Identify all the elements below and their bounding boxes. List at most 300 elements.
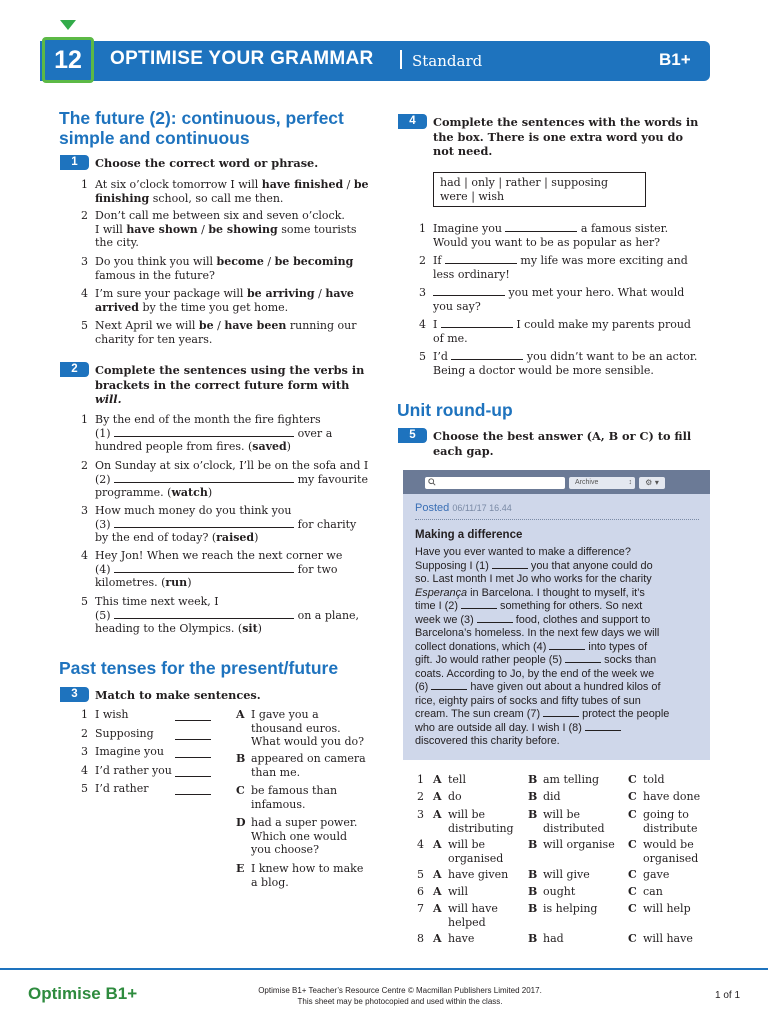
item-text: heading to the Olympics. (: [95, 622, 243, 635]
item-text: the city.: [95, 236, 139, 249]
item-body: [95, 549, 342, 590]
answer-number: 4: [417, 838, 424, 851]
item-text: /: [314, 287, 326, 300]
blog-text: Barcelona’s homeless. In the next few days we will: [415, 627, 660, 639]
option-line: will organise: [543, 838, 615, 851]
option-a-text[interactable]: [448, 932, 474, 946]
posted-label: Posted: [415, 502, 450, 514]
header-triangle-marker: [60, 20, 76, 30]
answer-blank[interactable]: [175, 720, 211, 721]
option-letter-c[interactable]: C: [628, 773, 637, 786]
item-text: ): [257, 622, 262, 635]
blog-line: [415, 708, 705, 722]
blog-line: [415, 668, 705, 682]
item-text: Don’t call me between six and seven o’clock.: [95, 209, 345, 222]
option-b-text[interactable]: [543, 868, 590, 882]
option-line: distribute: [643, 821, 698, 835]
item-text: my favourite: [294, 472, 368, 486]
answer-number: 7: [417, 902, 424, 915]
option-letter-a[interactable]: A: [433, 773, 442, 786]
copyright-line: Optimise B1+ Teacher’s Resource Centre © Macmillan Publishers Limited 2017.: [258, 986, 542, 995]
option-line: distributed: [543, 821, 605, 835]
worksheet-title: OPTIMISE YOUR GRAMMAR: [110, 48, 374, 69]
option-c-text[interactable]: [643, 790, 700, 804]
answer-blank[interactable]: [441, 318, 513, 328]
ending-line: I gave you a: [251, 708, 319, 721]
option-letter: B: [236, 752, 246, 765]
option-b-text[interactable]: [543, 790, 561, 804]
blog-text: into types of: [585, 640, 648, 653]
option-letter-b[interactable]: B: [528, 902, 538, 915]
stem-text: I’d rather you: [95, 764, 172, 777]
option-letter-c[interactable]: C: [628, 885, 637, 898]
answer-blank[interactable]: [175, 739, 211, 740]
answer-blank[interactable]: [461, 600, 497, 609]
item-text: /: [213, 319, 225, 332]
item-text: ): [254, 531, 259, 544]
item-text: /: [343, 178, 354, 191]
item-text: Hey Jon! When we reach the next corner we: [95, 549, 343, 562]
item-number: 4: [81, 764, 88, 777]
item-text: for charity: [294, 517, 357, 531]
option-line: can: [643, 885, 663, 898]
option-line: have: [448, 932, 475, 945]
option-letter-b[interactable]: B: [528, 773, 538, 786]
blog-text: time I (2): [415, 600, 461, 612]
word-box-line: had | only | rather | supposing: [440, 176, 609, 189]
exercise-3-badge: 3: [60, 687, 89, 702]
option-line: do: [448, 790, 462, 803]
item-body: [433, 350, 697, 377]
answer-blank[interactable]: [477, 614, 513, 623]
item-number: 3: [81, 745, 88, 758]
blog-search-input[interactable]: [425, 477, 565, 489]
item-text: by the time you get home.: [138, 300, 289, 314]
item-text: over a: [294, 426, 333, 440]
option-b: arrived: [95, 300, 139, 314]
item-body: [433, 318, 691, 345]
ending-line: I knew how to make: [251, 862, 364, 875]
option-c-text[interactable]: [643, 808, 697, 835]
option-c-text[interactable]: [643, 868, 669, 882]
instruction-line: Choose the best answer (A, B or C) to fill: [433, 429, 692, 443]
page-number: 1 of 1: [715, 990, 741, 1001]
item-text: Being a doctor would be more sensible.: [433, 363, 654, 377]
answer-blank[interactable]: [492, 560, 528, 569]
ending-line: appeared on camera: [251, 752, 366, 765]
blog-line: [415, 560, 705, 574]
option-line: have done: [643, 790, 701, 803]
option-b: be: [353, 178, 369, 191]
blog-post-panel: [403, 470, 710, 760]
word-box: [433, 172, 646, 207]
gap-number: (1): [95, 426, 111, 440]
option-b-text[interactable]: [543, 932, 564, 946]
footer-rule: [0, 968, 768, 970]
gap-line: [95, 473, 368, 487]
item-number: 3: [419, 286, 426, 299]
answer-blank[interactable]: [543, 708, 579, 717]
answer-blank[interactable]: [505, 222, 577, 232]
item-text: [95, 486, 368, 500]
item-number: 2: [419, 254, 426, 267]
option-letter-a[interactable]: A: [433, 932, 442, 945]
blog-text: Have you ever wanted to make a difference?: [415, 546, 631, 558]
answer-blank[interactable]: [175, 757, 211, 758]
option-b: finishing: [95, 191, 150, 205]
answer-blank[interactable]: [114, 563, 294, 573]
instruction-line: not need.: [433, 144, 493, 158]
answer-blank[interactable]: [114, 518, 294, 528]
item-text: you didn’t want to be an actor.: [523, 350, 698, 363]
item-text: my life was more exciting and: [516, 254, 688, 267]
option-b: be showing: [208, 222, 278, 236]
option-letter: A: [236, 708, 245, 721]
course-level-code: B1+: [659, 50, 691, 69]
item-text: charity for ten years.: [95, 332, 213, 346]
blog-text: week we (3): [415, 613, 477, 626]
blog-text: have given out about a hundred kilos of: [467, 681, 661, 693]
option-b-text[interactable]: [543, 808, 605, 835]
unit-number-badge: 12: [42, 37, 94, 83]
answer-number: 1: [417, 773, 424, 786]
item-body: [95, 504, 356, 545]
item-body: [95, 413, 332, 454]
gap-number: (5): [95, 608, 111, 622]
option-line: had: [543, 932, 564, 945]
verb-prompt: sit: [242, 622, 258, 635]
option-line: will be: [543, 808, 581, 821]
option-c-text[interactable]: [643, 838, 698, 865]
answer-blank[interactable]: [549, 641, 585, 650]
ending-text: [251, 752, 366, 779]
item-number: 1: [81, 178, 88, 191]
option-c-text[interactable]: [643, 885, 663, 899]
option-a-text[interactable]: [448, 885, 468, 899]
item-number: 5: [81, 782, 88, 795]
option-a-text[interactable]: [448, 868, 508, 882]
exercise-2-badge: 2: [60, 362, 89, 377]
item-text: hundred people from fires. (: [95, 440, 253, 453]
stem-text: Supposing: [95, 727, 154, 740]
blog-text: cream. The sun cream (7): [415, 708, 544, 720]
option-a-text[interactable]: [448, 773, 466, 787]
blog-text: something for others. So next: [497, 600, 643, 612]
footer-brand: Optimise B1+: [28, 984, 138, 1003]
option-letter-c[interactable]: C: [628, 808, 637, 821]
ending-line: a blog.: [251, 875, 289, 889]
option-a-text[interactable]: [448, 790, 462, 804]
item-text: ): [187, 576, 192, 589]
option-a: be arriving: [246, 287, 315, 300]
blog-text: collect donations, which (4): [415, 640, 550, 653]
option-a: have finished: [261, 178, 344, 191]
option-letter-a[interactable]: A: [433, 808, 442, 821]
instruction-line: Complete the sentences using the verbs in: [95, 363, 365, 377]
option-line: would be: [643, 838, 694, 851]
section-heading-line: The future (2): continuous, perfect: [59, 108, 344, 128]
item-text: running our: [286, 319, 357, 332]
item-text: By the end of the month the fire fighters: [95, 413, 321, 426]
option-letter-b[interactable]: B: [528, 868, 538, 881]
blog-post-body: [415, 546, 705, 749]
option-letter: D: [236, 816, 246, 829]
ending-line: thousand euros.: [251, 721, 341, 735]
blog-line: [415, 722, 705, 736]
item-text: ): [207, 486, 213, 499]
answer-blank[interactable]: [585, 722, 621, 731]
option-b: be becoming: [274, 255, 354, 268]
ending-text: [251, 816, 357, 857]
gap-number: (4): [95, 562, 111, 576]
option-letter-a[interactable]: A: [433, 790, 442, 803]
option-letter-a[interactable]: A: [433, 868, 442, 881]
item-body: [433, 254, 688, 281]
option-line: is helping: [543, 902, 598, 915]
gap-line: [95, 609, 359, 623]
archive-label: Archive: [575, 479, 599, 486]
gap-line: [95, 518, 356, 532]
item-text: school, so call me then.: [149, 191, 284, 205]
instruction-line: each gap.: [433, 443, 494, 458]
blog-line: [415, 681, 705, 695]
option-line: organised: [448, 851, 504, 865]
option-c-text[interactable]: [643, 902, 691, 916]
item-body: [433, 222, 668, 249]
item-number: 5: [81, 595, 88, 608]
option-letter-b[interactable]: B: [528, 808, 538, 821]
option-letter-a[interactable]: A: [433, 838, 442, 851]
item-text: On Sunday at six o’clock, I’ll be on the sofa and I: [95, 459, 369, 472]
option-letter-c[interactable]: C: [628, 790, 637, 803]
answer-blank[interactable]: [445, 254, 517, 264]
answer-blank[interactable]: [114, 609, 294, 619]
option-line: will give: [543, 868, 590, 881]
item-text: Do you think you will: [95, 255, 217, 268]
answer-row: [414, 932, 714, 960]
blog-divider: [415, 519, 699, 520]
worksheet-level: Standard: [412, 52, 483, 70]
exercise-3-instruction: Match to make sentences.: [95, 688, 261, 702]
copyright-line: This sheet may be photocopied and used within the class.: [297, 996, 503, 1006]
item-text: ): [286, 440, 291, 453]
archive-dropdown[interactable]: [569, 477, 635, 489]
blog-text: so. Last month I met Jo who works for the charity: [415, 573, 652, 585]
option-a-text[interactable]: [448, 902, 498, 929]
item-number: 5: [419, 350, 426, 363]
exercise-5-instruction: [433, 429, 713, 458]
instruction-line: will.: [95, 392, 122, 406]
exercise-5-badge: 5: [398, 428, 427, 443]
instruction-line: the box. There is one extra word you do: [433, 129, 683, 144]
answer-number: 6: [417, 885, 424, 898]
option-letter-a[interactable]: A: [433, 885, 442, 898]
blog-line: [415, 695, 705, 709]
answer-blank[interactable]: [565, 654, 601, 663]
item-text: programme. (: [95, 486, 172, 499]
answer-blank[interactable]: [114, 473, 294, 483]
option-a: be: [198, 319, 214, 332]
instruction-line: brackets in the correct future form with: [95, 377, 350, 392]
option-b-text[interactable]: [543, 773, 599, 787]
item-body: [433, 286, 684, 313]
word-box-line: were | wish: [440, 190, 505, 203]
option-line: will be: [448, 838, 486, 851]
option-line: gave: [643, 868, 670, 881]
gear-icon[interactable]: ⚙ ▾: [639, 477, 665, 489]
item-number: 2: [81, 459, 88, 472]
item-text: [433, 254, 688, 268]
item-text: I will: [95, 222, 127, 236]
item-text: Would you want to be as popular as her?: [433, 235, 661, 249]
item-text: I’d: [433, 350, 452, 363]
option-line: did: [543, 790, 561, 803]
blog-text: food, clothes and support to: [512, 613, 651, 626]
option-line: will be: [448, 808, 486, 821]
item-number: 2: [81, 727, 88, 740]
item-text: I could make my parents proud: [512, 318, 691, 331]
option-line: will help: [643, 902, 691, 915]
item-text: This time next week, I: [95, 595, 219, 608]
item-text: of me.: [433, 331, 468, 345]
item-number: 4: [81, 549, 88, 562]
exercise-2-instruction: [95, 363, 375, 407]
ending-text: [251, 784, 337, 811]
option-c-text[interactable]: [643, 932, 693, 946]
option-letter: E: [236, 862, 245, 875]
option-letter-c[interactable]: C: [628, 868, 637, 881]
option-line: will have: [448, 902, 498, 915]
answer-number: 2: [417, 790, 424, 803]
item-number: 1: [81, 413, 88, 426]
item-number: 2: [81, 209, 88, 222]
answer-blank[interactable]: [431, 681, 467, 690]
option-a-text[interactable]: [448, 808, 514, 835]
option-line: tell: [448, 773, 466, 786]
item-text: Imagine you: [433, 222, 506, 235]
item-text: [433, 286, 684, 300]
gap-number: (3): [95, 517, 111, 531]
blog-line: [415, 614, 705, 628]
option-c-text[interactable]: [643, 773, 665, 787]
option-letter-b[interactable]: B: [528, 790, 538, 803]
option-letter: C: [236, 784, 245, 797]
ending-line: What would you do?: [251, 735, 365, 748]
item-text: on a plane,: [294, 608, 360, 622]
item-text: famous in the future?: [95, 268, 215, 282]
gap-number: (2): [95, 472, 111, 486]
item-text: I’m sure your package will: [95, 287, 247, 300]
item-number: 3: [81, 255, 88, 268]
blog-toolbar: [403, 470, 710, 494]
search-icon: [428, 478, 436, 486]
header-divider: [400, 50, 402, 69]
blog-line: [415, 627, 705, 641]
option-b-text[interactable]: [543, 885, 575, 899]
blog-line: [415, 654, 705, 668]
item-text: [95, 576, 342, 590]
exercise-1-instruction: Choose the correct word or phrase.: [95, 156, 319, 170]
blog-text: gift. Jo would rather people (5): [415, 654, 566, 666]
item-text: I: [433, 318, 441, 331]
option-b-text[interactable]: [543, 838, 615, 852]
ending-line: than me.: [251, 765, 301, 779]
item-text: [433, 222, 668, 236]
exercise-1-badge: 1: [60, 155, 89, 170]
ending-line: be famous than: [251, 784, 338, 797]
item-number: 1: [419, 222, 426, 235]
footer-copyright: [200, 986, 600, 1007]
stem-text: I’d rather: [95, 782, 149, 795]
verb-prompt: run: [165, 576, 188, 589]
charity-name: Esperança: [415, 586, 468, 599]
exercise-4-badge: 4: [398, 114, 427, 129]
blog-text: who are outside all day. I wish I (8): [415, 721, 585, 734]
answer-blank[interactable]: [175, 776, 211, 777]
option-line: am telling: [543, 773, 600, 786]
answer-row: [414, 838, 714, 866]
item-body: [95, 595, 359, 636]
option-letter-b[interactable]: B: [528, 932, 538, 945]
option-letter-b[interactable]: B: [528, 885, 538, 898]
answer-blank[interactable]: [175, 794, 211, 795]
item-text: [433, 350, 697, 364]
option-line: told: [643, 773, 665, 786]
gap-line: [95, 563, 342, 577]
item-number: 4: [419, 318, 426, 331]
item-text: [95, 440, 332, 454]
option-letter-c[interactable]: C: [628, 902, 637, 915]
option-line: going to: [643, 808, 689, 821]
blog-line: [415, 735, 705, 749]
blog-text: coats. According to Jo, by the end of the week we: [415, 667, 655, 680]
blog-text: protect the people: [579, 708, 670, 720]
option-a-text[interactable]: [448, 838, 503, 865]
item-text: /: [197, 222, 209, 236]
blog-line: [415, 587, 705, 601]
item-text: less ordinary!: [433, 267, 510, 281]
stem-text: I wish: [95, 708, 129, 721]
exercise-4-instruction: [433, 115, 713, 159]
option-line: will have: [643, 932, 693, 945]
option-b-text[interactable]: [543, 902, 597, 916]
option-line: ought: [543, 885, 576, 898]
blog-posted-line: [415, 502, 512, 514]
section-heading-line: simple and continuous: [59, 128, 250, 148]
answer-blank[interactable]: [433, 286, 505, 296]
item-text: Next April we will: [95, 319, 199, 332]
verb-prompt: watch: [171, 486, 208, 499]
verb-prompt: raised: [216, 531, 255, 544]
item-text: [433, 318, 691, 332]
blog-text: you that anyone could do: [527, 559, 653, 572]
option-letter-c[interactable]: C: [628, 838, 637, 851]
answer-blank[interactable]: [114, 427, 294, 437]
option-letter-b[interactable]: B: [528, 838, 538, 851]
option-letter-c[interactable]: C: [628, 932, 637, 945]
item-number: 3: [81, 504, 88, 517]
ending-text: [251, 862, 363, 889]
blog-line: [415, 573, 705, 587]
blog-post-title: Making a difference: [415, 529, 523, 541]
item-text: you say?: [433, 299, 481, 313]
dropdown-arrow-icon: ↕: [628, 479, 632, 486]
answer-row: [414, 808, 714, 836]
option-letter-a[interactable]: A: [433, 902, 442, 915]
ending-line: Which one would: [251, 829, 348, 843]
answer-blank[interactable]: [451, 350, 523, 360]
instruction-line: Complete the sentences with the words in: [433, 115, 699, 129]
